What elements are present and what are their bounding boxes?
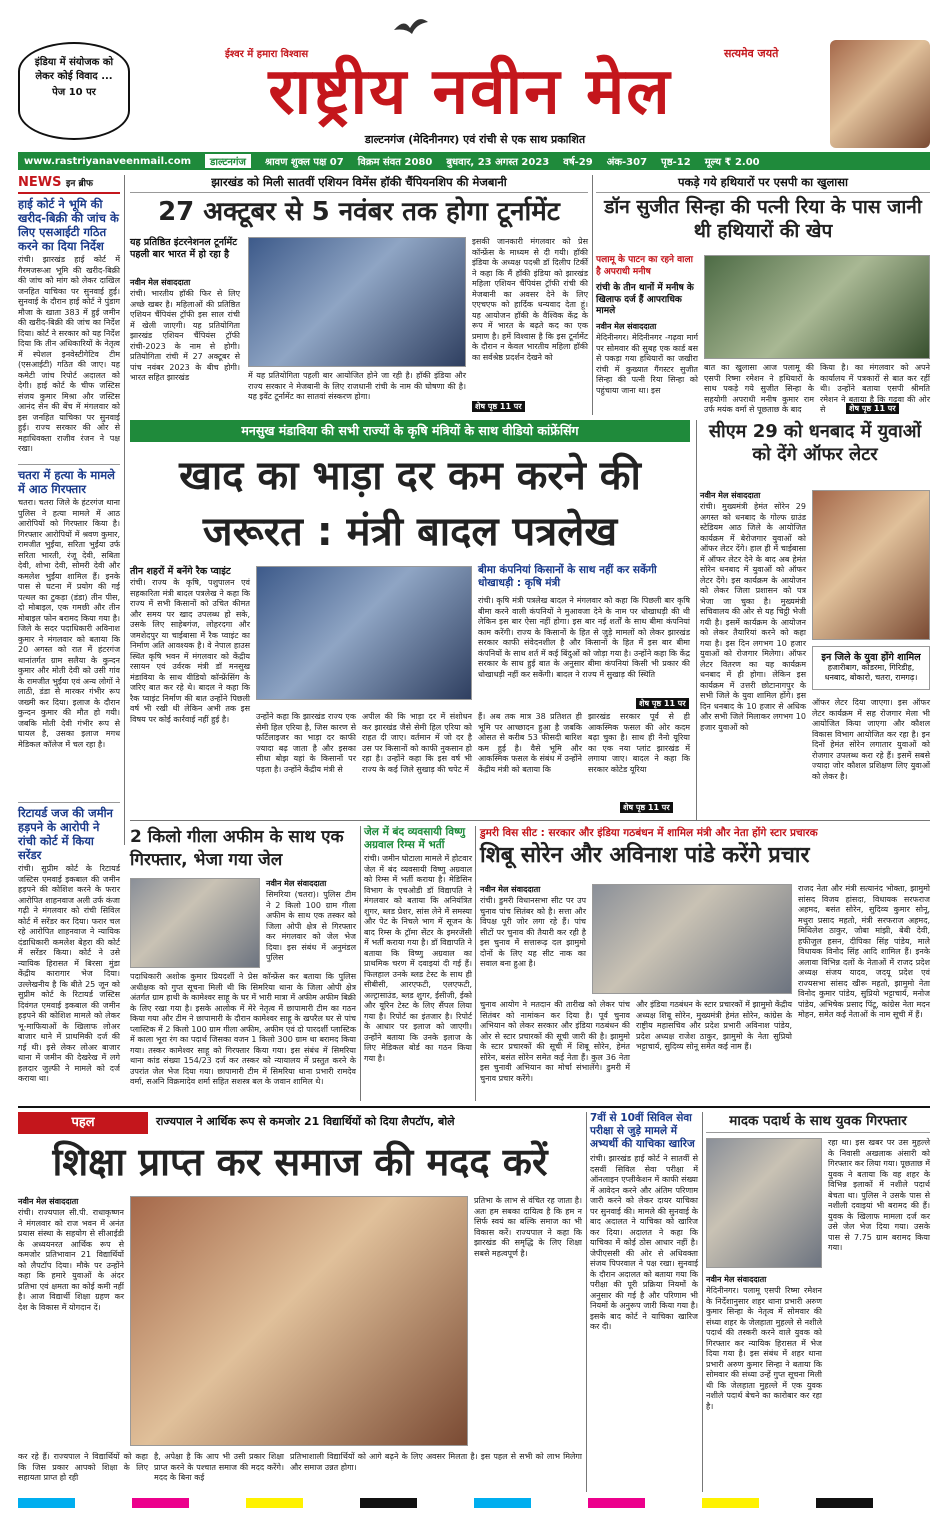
video-conf-body-5: हैं। अब तक मात्र 38 प्रतिशत ही भूमि पर आच्छादन हुआ है जबकि ओसत से करीब 53 फीसदी बारिश कम हुई है। वैसे भूमि और आकस्मिक फसल के संबंध में उन्होंने केंद्रीय मंत्री को बताया कि bbox=[478, 712, 582, 774]
info-item: बुधवार, 23 अगस्त 2023 bbox=[446, 157, 550, 168]
column-rule bbox=[702, 1112, 703, 1492]
weapons-body-3: किया है। का मंगलवार को अपने कार्यालय में पत्रकारों से बात कर रहीं थी। उन्होंने बताया एसपी श्रीमति रमेशन ने बताया है कि गढ़वा की ओर से bbox=[820, 363, 930, 414]
news-label: NEWS bbox=[18, 175, 62, 190]
info-item: पृष्ठ-12 bbox=[661, 157, 691, 168]
weapons-headline: डॉन सुजीत सिन्हा की पत्नी रिया के पास जानी थी हथियारों की खेप bbox=[604, 196, 922, 242]
hockey-photo bbox=[248, 237, 466, 367]
shibu-story bbox=[480, 826, 930, 1101]
masthead-subtitle: डाल्टनगंज (मेदिनीनगर) एवं रांची से एक साथ प्रकाशित bbox=[364, 133, 586, 146]
opium-photo bbox=[130, 878, 260, 968]
video-conf-headline: खाद का भाड़ा दर कम करने की जरूरत : मंत्री बादल पत्रलेख bbox=[179, 453, 641, 555]
video-conf-sub-2: बीमा कंपनियां किसानों के साथ नहीं कर सकेंगी धोखाधड़ी : कृषि मंत्री bbox=[478, 564, 657, 589]
opium-headline: 2 किलो गीला अफीम के साथ एक गिरफ्तार, भेजा गया जेल bbox=[130, 827, 344, 870]
cm-districts-box bbox=[812, 646, 930, 690]
ear-left-page: पेज 10 पर bbox=[52, 87, 96, 98]
masthead bbox=[0, 0, 945, 150]
video-conf-kicker: मनसुख मंडाविया की सभी राज्यों के कृषि मंत्रियों के साथ वीडियो कांफ्रेंसिंग bbox=[130, 420, 690, 442]
masthead-tagline-right: सत्यमेव जयते bbox=[724, 47, 779, 60]
portrait-photo bbox=[830, 40, 930, 148]
city-label: डाल्टनगंज bbox=[205, 154, 251, 168]
laptop-kicker: राज्यपाल ने आर्थिक रूप से कमजोर 21 विद्यार्थियों को दिया लैपटॉप, बोले bbox=[156, 1115, 455, 1128]
column-rule bbox=[592, 175, 593, 415]
column-rule bbox=[124, 175, 125, 845]
drug-body-1: मेदिनीनगर। पलामू एसपी रिष्मा रमेशन के निर्देशानुसार शहर थाना प्रभारी अरुण कुमार सिन्हा के नेतृत्व में सोमवार की संध्या शहर के जेलहाता मुहल्ले से नशीले पदार्थ की तस्करी करने वाले युवक को गिरफ्तार कर न्यायिक हिरासत में भेज दिया गया है। इस संबंध में शहर थाना प्रभारी अरुण कुमार सिन्हा ने बताया कि सोमवार की संध्या उन्हें गुप्त सूचना मिली थी कि जेलहाता मुहल्ले में एक युवक नशीले पदार्थ बेचने का कारोबार कर रहा है। bbox=[706, 1286, 822, 1411]
civil-headline: 7वीं से 10वीं सिविल सेवा परीक्षा से जुड़े मामले में अभ्यर्थी की याचिका खारिज bbox=[590, 1112, 695, 1150]
vishnu-headline: जेल में बंद व्यवसायी विष्णु अग्रवाल रिम्स में भर्ती bbox=[364, 826, 466, 851]
brief-body: रांची। सुप्रीम कोर्ट के रिटायर्ड जस्टिस एमवाई इकबाल की जमीन हड़पने की कोशिश करने के फरार आरोपित शाहनवाज अली उर्फ कंजा गढ़ी ने मंगलवार को रांची सिविल कोर्ट में सरेंडर कर दिया। फरार चल रहे आरोपित शाहनवाज ने न्यायिक दंडाधिकारी कमलेश बेहरा की कोर्ट में सरेंडर किया। कोर्ट ने उसे न्यायिक हिरासत में बिरसा मुंडा केंद्रीय कारागार भेज दिया। उल्लेखनीय है कि बीते 25 जून को सुप्रीम कोर्ट के रिटायर्ड जस्टिस दिवंगत एमवाई इकबाल की जमीन हड़पने की कोशिश मामले को लेकर भू-माफियाओं के खिलाफ लोअर बाजार थाने में प्राथमिकी दर्ज की गई थी। इसे लेकर लोअर बाजार थाना में जमीन की देखरेख में लगे हलदार जुल्फी ने मामले को दर्ज कराया था। bbox=[18, 864, 120, 1083]
cm-byline: नवीन मेल संवाददाता bbox=[700, 491, 761, 500]
video-conf-photo bbox=[256, 566, 472, 700]
bird-logo-icon bbox=[390, 8, 430, 48]
video-conf-body-6: झारखंड सरकार पूर्व से ही आकस्मिक फसल की ओर कदम बढ़ा चुका है। साथ ही नैनो यूरिया का एक नया प्लांट झारखंड में लगाया जाए। बादल ने कहा कि सरकार कोटेड यूरिया bbox=[588, 712, 690, 774]
brief-headline: हाई कोर्ट ने भूमि की खरीद-बिक्री की जांच के लिए एसआईटी गठित करने का दिया निर्देश bbox=[18, 197, 119, 253]
brief-label: इन ब्रीफ bbox=[66, 179, 93, 189]
laptop-body-2: प्रतिभा के लाभ से वंचित रह जाता है। अतः हम सबका दायित्व है कि हम न सिर्फ स्वयं का बल्कि समाज का भी विकास करें। राज्यपाल ने कहा कि झारखंड की समृद्धि के लिए शिक्षा सबसे महत्वपूर्ण है। bbox=[474, 1196, 582, 1258]
drug-headline: मादक पदार्थ के साथ युवक गिरफ्तार bbox=[706, 1112, 930, 1133]
shibu-byline: नवीन मेल संवाददाता bbox=[480, 885, 541, 894]
hockey-headline: 27 अक्टूबर से 5 नवंबर तक होगा टूर्नामेंट bbox=[158, 197, 560, 227]
masthead-tagline-left: ईश्वर में हमारा विश्वास bbox=[225, 49, 309, 60]
cm-photo bbox=[812, 490, 930, 640]
ear-left-text: इंडिया में संयोजक को लेकर कोई विवाद ... bbox=[34, 57, 114, 82]
brief-headline: चतरा में हत्या के मामले में आठ गिरफ्तार bbox=[18, 464, 120, 496]
laptop-body-3: कर रहे हैं। राज्यपाल ने विद्यार्थियों को कहा कि जिस प्रकार आपको शिक्षा के लिए सहायता प्राप्त हो रही bbox=[18, 1452, 148, 1482]
weapons-photo bbox=[704, 255, 930, 359]
cm-body-1: रांची। मुख्यमंत्री हेमंत सोरेन 29 अगस्त को धनबाद के गोल्फ ग्राउंड स्टेडियम आठ जिले के आयोजित कार्यक्रम में बेरोजगार युवाओं को ऑफर लेटर देंगे। हाल ही में चाईबासा में ऑफर लेटर देने के बाद अब हेमंत सोरेन धनबाद में युवाओं को ऑफर लेटर देंगे। इस कार्यक्रम के आयोजन को लेकर जिला प्रशासन को पत्र भेजा जा चुका है। मुख्यमंत्री सचिवालय की ओर से यह चिट्ठी भेजी गयी है। इसमें कार्यक्रम के आयोजन को लेकर तैयारियां करने को कहा गया है। इस दिन लगभग 10 हजार युवाओं को रोजगार मिलेगा। ऑफर लेटर वितरण का यह कार्यक्रम धनबाद में ही होगा। लेकिन इस कार्यक्रम में उत्तरी छोटानागपुर के सभी जिले के युवा शामिल होंगे। इस दिन धनबाद के 10 हजार से अधिक और सभी जिले मिलाकर लगभग 10 हजार युवाओं को bbox=[700, 502, 806, 732]
video-conf-body-4: रांची। कृषि मंत्री पत्रलेख बादल ने मंगलवार को कहा कि पिछली बार कृषि बीमा करने वाली कंपनियों ने मुआवजा देने के नाम पर धोखाधड़ी की थी लेकिन इस बार ऐसा नहीं होगा। इस बार नई शर्तों के साथ बीमा कंपनियां काम करेंगी। राज्य के किसानों के हित से जुड़े मामलों को लेकर झारखंड सरकार काफी संवेदनशील है और किसानों के हित में इस बार बीमा कंपनियों के साथ शर्त में कई बिंदुओं को जोड़ा गया है। उन्होंने कहा कि केंद्र सरकार के साथ हुई बात के अनुसार बीमा कंपनियां किसी भी प्रकार की धोखाधड़ी नहीं कर सकेंगी। बादल ने राज्य में सुखाड़ की स्थिति bbox=[478, 596, 690, 679]
hockey-body-2: में यह प्रतियोगिता पहली बार आयोजित होने जा रही है। हॉकी इंडिया और राज्य सरकार ने मेजबानी के लिए राजधानी रांची के नाम की घोषणा की है। यह इवेंट टूर्नामेंट का सातवां संस्करण होगा। bbox=[248, 371, 466, 401]
shibu-photo bbox=[592, 884, 792, 994]
hockey-body-1: रांची। भारतीय हॉकी फिर से लिए अच्छे खबर है। महिलाओं की प्रतिष्ठित एशियन चैंपियंस ट्रॉफी इस साल रांची में खेली जाएगी। यह प्रतियोगिता झारखंड एशियन चैंपियंस ट्रॉफी रांची-2023 के नाम से होगी। प्रतियोगिता रांची में 27 अक्टूबर से पांच नवंबर 2023 के बीच होगी। भारत सहित झारखंड bbox=[130, 289, 240, 382]
video-conf-sub-1: तीन शहरों में बनेंगे रैक प्वाइंट bbox=[130, 566, 231, 577]
info-bar bbox=[18, 152, 930, 170]
column-rule bbox=[586, 1112, 587, 1492]
laptop-body-1: रांची। राज्यपाल सी.पी. राधाकृष्णन ने मंगलवार को राज भवन में अनंत प्रयास संस्था के सहयोग से सीआईडी के अध्ययनरत आर्थिक रूप से कमजोर प्रतिभावान 21 विद्यार्थियों को लैपटॉप दिया। मौके पर उन्होंने कहा कि हमारे युवाओं के अंदर प्रतिभा एवं क्षमता का कोई कमी नहीं है। आज विद्यार्थी शिक्षा ग्रहण कर देश के विकास में योगदान दें। bbox=[18, 1208, 124, 1312]
hockey-byline: नवीन मेल संवाददाता bbox=[130, 278, 191, 287]
civil-body: रांची। झारखंड हाई कोर्ट ने सातवीं से दसवीं सिविल सेवा परीक्षा में ऑनलाइन एप्लीकेशन में काफी संख्या में आवेदन करने और अंतिम परिणाम जारी करने को लेकर दायर याचिका पर सुनवाई की। मामले की सुनवाई के बाद अदालत ने याचिका को खारिज कर दिया। अदालत ने कहा कि याचिका में कोई ठोस आधार नहीं है। जेपीएससी की ओर से अधिवक्ता संजय पिपरवाल ने पक्ष रखा। सुनवाई के दौरान अदालत को बताया गया कि परीक्षा की पूरी प्रक्रिया नियमों के अनुसार की गई है और परिणाम भी नियमों के अनुरूप जारी किया गया है। इसके बाद कोर्ट ने याचिका खारिज कर दी। bbox=[590, 1154, 698, 1331]
opium-body-2: पदाधिकारी अशोक कुमार प्रियदर्शी ने प्रेस कॉन्फ्रेंस कर बताया कि पुलिस अधीक्षक को गुप्त सूचना मिली थी कि सिमरिया थाना के जिला ओपी क्षेत्र अंतर्गत ग्राम हाथी के कामेश्वर साहू के घर में भारी मात्रा में अफीम अफीम बिक्री के लिए रखा गया है। इसके आलोक में मेरे नेतृत्व में छापामारी टीम का गठन किया गया और टीम ने छापामारी के दौरान कामेश्वर साहू के खपरैल घर से पांच प्लास्टिक में 2 किलो 100 ग्राम गीला अफीम, अफीम एवं दो पारदर्शी प्लास्टिक में काला भूरा रंग का पदार्थ जिसका वजन 1 किलो 300 ग्राम था बरामद किया गया। तस्कर कामेश्वर साहू को गिरफ्तार किया गया। इस संबंध में सिमरिया थाना कांड संख्या 154/23 दर्ज कर तस्कर को न्यायालय में प्रस्तुत करने के उपरांत जेल भेज दिया गया। छापामारी टीम में सिमरिया थाना प्रभारी रामदेव वर्मा, सअनि विक्रमादेव शर्मा सहित सशस्त्र बल के जवान शामिल थे। bbox=[130, 972, 356, 1086]
opium-byline: नवीन मेल संवाददाता bbox=[266, 879, 327, 888]
weapons-byline: नवीन मेल संवाददाता bbox=[596, 322, 657, 331]
weapons-kicker: पकड़े गये हथियारों पर एसपी का खुलासा bbox=[596, 175, 930, 193]
cm-box-title: इन जिले के युवा होंगे शामिल bbox=[821, 652, 921, 663]
shibu-body-1: रांची। डुमरी विधानसभा सीट पर उप चुनाव पांच सितंबर को है। सत्ता और विपक्ष पूरी जोर लगा रहे हैं। पांच सीटों पर चुनाव की तैयारी कर रही है इस चुनाव में सत्तारूढ़ दल झामुमो दोनों के लिए यह सीट नाक का सवाल बना हुआ है। bbox=[480, 896, 586, 968]
laptop-story bbox=[18, 1112, 582, 1492]
weapons-story bbox=[596, 175, 930, 415]
laptop-photo bbox=[130, 1196, 468, 1446]
vishnu-story bbox=[364, 826, 472, 1101]
cm-box-body: हजारीबाग, कोडरमा, गिरिडीह, धनबाद, बोकारो, चतरा, रामगढ़। bbox=[824, 663, 918, 682]
hockey-story bbox=[130, 175, 588, 415]
hockey-body-3: इसकी जानकारी मंगलवार को प्रेस कॉन्फ्रेंस के माध्यम से दी गयी। हॉकी इंडिया के अध्यक्ष पदश्री डॉ दिलीप टिर्की ने कहा कि मैं हॉकी इंडिया को झारखंड महिला एशियन चैंपियंस ट्रॉफी रांची की मेजबानी का अवसर देने के लिए एएचएफ को हार्दिक धन्यवाद देता हूं। यह आयोजन हॉकी के वैश्विक केंद्र के रूप में भारत के बढ़ते कद का एक प्रमाण है। हमें विश्वास है कि इस टूर्नामेंट के दौरान न केवल भारतीय महिला हॉकी का सर्वश्रेष्ठ प्रदर्शन देखने को bbox=[472, 237, 588, 362]
opium-body-1: सिमरिया (चतरा)। पुलिस टीम ने 2 किलो 100 ग्राम गीला अफीम के साथ एक तस्कर को जिला ओपी क्षेत्र से गिरफ्तार कर मंगलवार को जेल भेज दिया। इस संबंध में अनुमंडल पुलिस bbox=[266, 890, 356, 962]
vishnu-body: रांची। जमीन घोटाला मामले में होटवार जेल में बंद व्यवसायी विष्णु अग्रवाल को रिम्स में भर्ती कराया है। मेडिसिन विभाग के एचओडी डॉ विद्यापति ने मंगलवार को बताया कि अनियंत्रित शुगर, ब्लड प्रेशर, सांस लेने में समस्या और पेट के निचले भाग में सूजन के बाद रिम्स के ट्रॉमा सेंटर के इमरजेंसी में भर्ती कराया गया है। डॉ विद्यापति ने बताया कि विष्णु अग्रवाल का प्राथमिक चरण में दवाइयां दी गई हैं। फिलहाल उनके ब्लड टेस्ट के साथ ही सीबीसी, आरएफटी, एलएफटी, अल्ट्रासाउंड, ब्लड शुगर, ईसीजी, ईको और यूरिन टेस्ट के लिए सैंपल लिया गया है। रिपोर्ट का इंतजार है। रिपोर्ट के आधार पर इलाज को जाएगी। उन्होंने बताया कि उनके इलाज के लिए मेडिकल बोर्ड का गठन किया गया है। bbox=[364, 854, 472, 1063]
registration-color-bar bbox=[18, 1498, 930, 1508]
newspaper-title: राष्ट्रीय नवीन मेल bbox=[268, 55, 672, 129]
brief-body: रांची। झारखंड हाई कोर्ट में गैरमजरूआ भूमि की खरीद-बिक्री की जांच को मांग को लेकर दाखिल जनहित याचिका पर सुनवाई हुई। सुनवाई के दौरान हाई कोर्ट ने पुंडाग मौजा के खाता 383 में हुई जमीन की खरीद-बिक्री की जांच का निर्देश दिया। कोर्ट ने सरकार को यह निर्देश दिया कि तीन अधिकारियों के नेतृत्व में स्पेशल इनवेस्टीगेटिव टीम (एसआईटी) गठित की जाए। यह कमेटी जांच रिपोर्ट अदालत को देगी। हाई कोर्ट के चीफ जस्टिस संजय कुमार मिश्रा और जस्टिस आनंद सेन की बेंच में मंगलवार को इस जनहित याचिका पर सुनवाई हुई। राज्य सरकार की ओर से महाधिवक्ता राजीव रंजन ने पक्ष रखा। bbox=[18, 255, 120, 453]
shibu-body-2: चुनाव आयोग ने मतदान की तारीख को लेकर पांच सितंबर को नामांकन कर दिया है। पूर्व चुनाव अभियान को लेकर सरकार और इंडिया गठबंधन की ओर से स्टार प्रचारकों की सूची जारी की है। झामुमो के स्टार प्रचारकों की सूची में शिबू सोरेन, हेमंत सोरेन, बसंत सोरेन समेत कई नेता हैं। कुल 36 नेता इस चुनावी अभियान का मोर्चा संभालेंगे। डुमरी में चुनाव प्रचार करेंगे। bbox=[480, 1000, 630, 1083]
drug-story bbox=[706, 1112, 930, 1492]
info-item: अंक-307 bbox=[606, 157, 648, 168]
column-rule bbox=[475, 826, 476, 1101]
opium-story bbox=[130, 826, 356, 1101]
laptop-headline: शिक्षा प्राप्त कर समाज की मदद करें bbox=[52, 1140, 548, 1184]
weapons-sub-1: पलामू के पाटन का रहने वाला है अपराधी मनीष bbox=[596, 255, 693, 277]
section-rule bbox=[18, 1106, 930, 1108]
video-conf-body-2: उन्होंने कहा कि झारखंड राज्य एक सेमी हिल एरिया है, जिस कारण से फर्टिलाइजर का भाड़ा दर काफी ज्यादा बढ़ जाता है और इसका सीधा बोझ यहां के किसानों पर पड़ता है। उन्होंने केंद्रीय मंत्री से bbox=[256, 712, 356, 774]
weapons-body-1: मेदिनीनगर। मेदिनीनगर -गढ़वा मार्ग पर सोमवार की सुबह एक कार्ड बस से पकड़ा गया हथियारों का जखीरा रांची में कुख्यात गैंगस्टर सुजीत सिन्हा की पत्नी रिया सिन्हा को पहुंचाया जाना था। इस bbox=[596, 333, 698, 395]
info-item: वर्ष-29 bbox=[563, 157, 593, 168]
laptop-label: पहल bbox=[18, 1112, 148, 1134]
video-conf-continued-2: शेष पृष्ठ 11 पर bbox=[620, 802, 673, 813]
cm-body-2: ऑफर लेटर दिया जाएगा। इस ऑफर लेटर कार्यक्रम में सह रोजगार मेला भी आयोजित किया जाएगा और कौशल विकास विभाग आयोजित कर रहा है। इन दिनों हेमंत सोरेन लगातार युवाओं को रोजगार उपलब्ध करा रहे हैं। इसमें सबसे ज्यादा जोर कौशल प्रशिक्षण लिए युवाओं को लेकर है। bbox=[812, 698, 930, 781]
hockey-kicker: झारखंड को मिली सातवीं एशियन विमेंस हॉकी चैंपियनशिप की मेजबानी bbox=[130, 175, 588, 193]
cm-headline: सीएम 29 को धनबाद में युवाओं को देंगे ऑफर लेटर bbox=[708, 421, 922, 465]
drug-byline: नवीन मेल संवाददाता bbox=[706, 1275, 767, 1284]
ear-left-box bbox=[18, 42, 130, 140]
cm-story bbox=[700, 420, 930, 820]
brief-headline: रिटायर्ड जज की जमीन हड़पने के आरोपी ने रांची कोर्ट में किया सरेंडर bbox=[18, 802, 120, 862]
news-brief-label bbox=[18, 175, 120, 194]
info-item: मूल्य ₹ 2.00 bbox=[704, 157, 760, 168]
video-conf-body-1: रांची। राज्य के कृषि, पशुपालन एवं सहकारिता मंत्री बादल पत्रलेख ने कहा कि राज्य में सभी किसानों को उचित कीमत और समय पर खाद उपलब्ध हो सके, उसके लिए साहेबगंज, लोहरदगा और जमशेदपुर या चाईबासा में रैक प्वाइंट का निर्माण अति आवश्यक है। वे नेपाल हाउस स्थित कृषि भवन में मंगलवार को केंद्रीय रसायन एवं उर्वरक मंत्री डॉ मनसुख मंडाविया के साथ वीडियो कॉन्फ्रेंसिंग के जरिए बात कर रहे थे। बादल ने कहा कि रैक प्वाइंट निर्माण की बात उन्होंने पिछली वर्ष भी रखी थी लेकिन अभी तक इस विषय पर कोई कार्रवाई नहीं हुई है। bbox=[130, 578, 250, 724]
shibu-headline: शिबू सोरेन और अविनाश पांडे करेंगे प्रचार bbox=[480, 843, 810, 868]
info-item: विक्रम संवत 2080 bbox=[357, 157, 433, 168]
drug-photo bbox=[706, 1138, 822, 1268]
shibu-body-4: राजद नेता और मंत्री सत्यानंद भोक्ता, झामुमो सांसद विजय हांसदा, विधायक सरफराज अहमद, बसंत सोरेन, सुदिव्य कुमार सोनू, मथुरा प्रसाद महतो, मंत्री सरफराज अहमद, मिथिलेश ठाकुर, जोबा मांझी, बेबी देवी, हफीजुल हसन, दीपिका सिंह पांडेय, माले विधायक विनोद सिंह आदि शामिल हैं। इनके अलावा विभिन्न दलों के नेताओं में राजद प्रदेश अध्यक्ष संजय यादव, जदयू प्रदेश एवं राज्यसभा सांसद खीरू महतो, झामुमो नेता विनोद कुमार पांडेय, सुप्रियो भट्टाचार्य, मनोज पांडेय, अभिषेक प्रसाद पिंटू, कांग्रेस नेता मदन मोहन, समेत कई नेताओं के नाम सूची में हैं। bbox=[798, 884, 930, 1019]
civil-story bbox=[590, 1112, 698, 1492]
laptop-body-5: प्रतिभाशाली विद्यार्थियों को आगे बढ़ने के लिए अवसर मिलता है। इस पहल से सभी को लाभ मिलेगा और समाज उन्नत होगा। bbox=[290, 1452, 582, 1472]
laptop-body-4: है, अपेक्षा है कि आप भी उसी प्रकार शिक्षा प्राप्त करने के पश्चात समाज की मदद करेंगे। मदद के बिना कई bbox=[154, 1452, 284, 1482]
hockey-subhead: यह प्रतिष्ठित इंटरनेशनल टूर्नामेंट पहली बार भारत में हो रहा है bbox=[130, 237, 238, 260]
weapons-continued: शेष पृष्ठ 11 पर bbox=[846, 403, 899, 414]
column-rule bbox=[696, 420, 697, 820]
video-conf-continued: शेष पृष्ठ 11 पर bbox=[636, 698, 689, 709]
weapons-body-2: बात का खुलासा आज पलामू की एसपी रिष्मा रमेशन ने हथियारों के साथ पकड़े गये सुजीत सिन्हा के सहयोगी अपराधी मनीष कुमार राम उर्फ मयंक वर्मा से पूछताछ के बाद bbox=[704, 363, 814, 414]
brief-body: चतरा। चतरा जिले के हंटरगंज थाना पुलिस ने हत्या मामले में आठ आरोपियों को गिरफ्तार किया है। गिरफ्तार आरोपियों में श्रवण कुमार, रामजीत भुईंया, सरिता भुईंया उर्फ सरिता भारती, रंजू देवी, सबिता देवी, शोभा देवी, सोमरी देवी और कमलेश भुईंया शामिल हैं। इनके पास से घटना में प्रयोग की गई पत्थल का टुकड़ा (डंडा) तीन पीस, दो मोबाइल, एक गमछी और तीन मोबाइल फोन बरामद किया गया है। जिले के सदर पदाधिकारी अविनाश कुमार ने मंगलवार को बताया कि 20 अगस्त को रात में हंटरगंज थानांतर्गत ग्राम सलैया के कुन्दन कुमार और मोती देवी को उसी गांव के रामजीत भुईंया एवं अन्य लोगों ने लाठी, डंडा से मारकर गंभीर रूप जख्मी कर दिया। इलाज के दौरान कुन्दन कुमार की मौत हो गयी। जबकि मोती देवी गंभीर रूप से घायल है, उसका इलाज मगध मेडिकल कॉलेज में चल रहा है। bbox=[18, 498, 120, 749]
shibu-body-3: और इंडिया गठबंधन के स्टार प्रचारकों में झामुमो केंद्रीय अध्यक्ष शिबू सोरेन, मुख्यमंत्री हेमंत सोरेन, कांग्रेस के राष्ट्रीय महासचिव और प्रदेश प्रभारी अविनाश पांडेय, प्रदेश अध्यक्ष राजेश ठाकुर, झामुमो के नेता सुप्रियो भट्टाचार्य, सुदिव्य सोनू समेत कई नाम हैं। bbox=[636, 1000, 792, 1051]
video-conf-body-3: अपील की कि भाड़ा दर में संशोधन कर झारखंड जैसे सेमी हिल एरिया को राहत दी जाए। वर्तमान में जो दर है उस पर किसानों को काफी नुकसान हो रहा है। उन्होंने कहा कि इस वर्ष भी राज्य के कई जिले सुखाड़ की चपेट में bbox=[362, 712, 472, 774]
info-item: श्रावण शुक्ल पक्ष 07 bbox=[264, 157, 344, 168]
section-rule bbox=[130, 820, 930, 821]
laptop-byline: नवीन मेल संवाददाता bbox=[18, 1197, 79, 1206]
weapons-sub-2: रांची के तीन थानों में मनीष के खिलाफ दर्ज हैं आपराधिक मामले bbox=[596, 283, 694, 316]
shibu-kicker: डुमरी विस सीट : सरकार और इंडिया गठबंधन में शामिल मंत्री और नेता होंगे स्टार प्रचारक bbox=[480, 827, 818, 839]
website-link[interactable]: www.rastriyanaveenmail.com bbox=[24, 155, 192, 167]
hockey-continued: शेष पृष्ठ 11 पर bbox=[472, 401, 525, 412]
drug-body-2: रहा था। इस खबर पर उस मुहल्ले के निवासी अखलाक अंसारी को गिरफ्तार कर लिया गया। पूछताछ में युवक ने बताया कि वह शहर के विभिन्न इलाकों में नशीले पदार्थ बेचता था। पुलिस ने उसके पास से नशीली दवाइयां भी बरामद की हैं। युवक के खिलाफ मामला दर्ज कर उसे जेल भेज दिया गया। उसके पास से 7.75 ग्राम बरामद किया गया। bbox=[828, 1138, 930, 1252]
column-rule bbox=[360, 826, 361, 1101]
